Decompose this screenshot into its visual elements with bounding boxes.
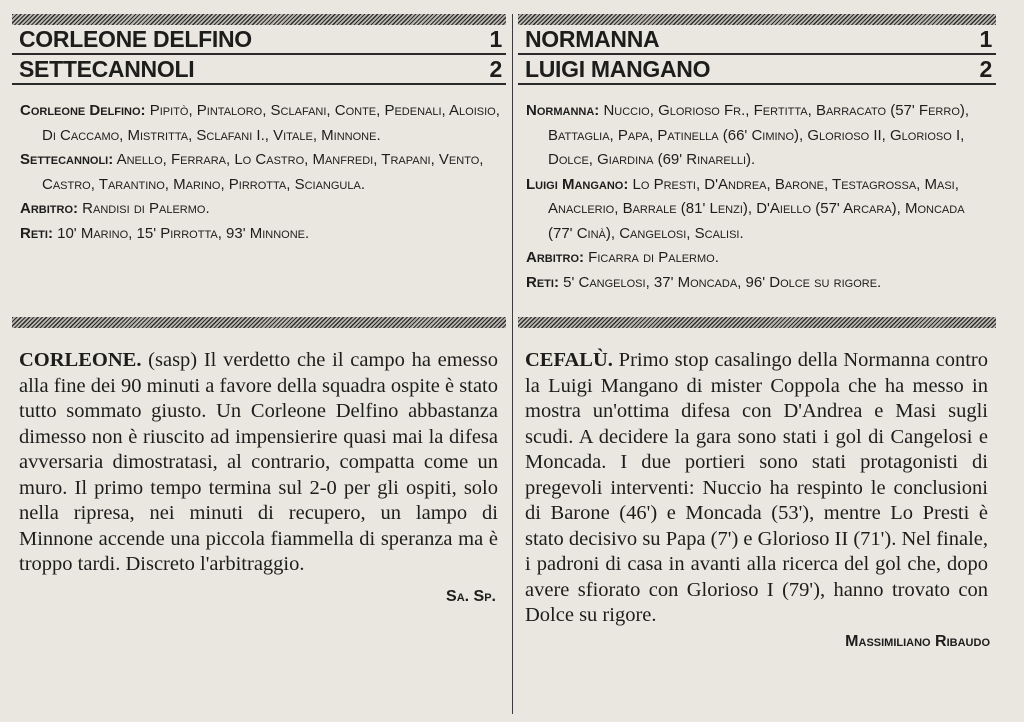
score-rule	[12, 83, 506, 85]
score-rule	[518, 83, 996, 85]
team-row-away	[518, 55, 996, 83]
lineup-away: Settecannoli: Anello, Ferrara, Lo Castro, Manfredi, Trapani, Vento, Castro, Tarantino, Marino, Pirrotta, Sciangula.	[20, 151, 484, 193]
lineup-home: Normanna: Nuccio, Glorioso Fr., Fertitta, Barracato (57' Ferro), Battaglia, Papa, Patinella (66' Cimino), Glorioso II, Glorioso I, Dolce, Giardina (69' Rinarelli).	[526, 102, 970, 168]
match-report-normanna	[518, 14, 996, 651]
article-body	[12, 348, 506, 578]
team-score: 2	[979, 56, 992, 82]
team-row-home	[518, 25, 996, 53]
team-score: 1	[979, 26, 992, 52]
article-kicker: CEFALÙ.	[525, 349, 613, 371]
team-row-away	[12, 55, 506, 83]
team-name: NORMANNA	[525, 26, 660, 52]
goals-line: Reti: 5' Cangelosi, 37' Moncada, 96' Dolce su rigore.	[526, 273, 882, 291]
team-name: CORLEONE DELFINO	[19, 26, 252, 52]
referee-line: Arbitro: Randisi di Palermo.	[20, 200, 210, 217]
article-kicker: CORLEONE.	[19, 349, 142, 371]
lineup-home: Corleone Delfino: Pipitò, Pintaloro, Sclafani, Conte, Pedenali, Aloisio, Di Caccamo, Mistritta, Sclafani I., Vitale, Minnone.	[20, 102, 500, 144]
lineup-away: Luigi Mangano: Lo Presti, D'Andrea, Barone, Testagrossa, Masi, Anaclerio, Barrale (81' Lenzi), D'Aiello (57' Arcara), Moncada (77' Cinà), Cangelosi, Scalisi.	[526, 175, 965, 242]
header-hatch-rule	[518, 14, 996, 25]
story-hatch-rule	[518, 317, 996, 328]
team-score: 2	[489, 56, 502, 82]
story-hatch-rule	[12, 317, 506, 328]
goals-line: Reti: 10' Marino, 15' Pirrotta, 93' Minnone.	[20, 224, 310, 242]
team-score: 1	[489, 26, 502, 52]
team-row-home	[12, 25, 506, 53]
article-text: Primo stop casalingo della Normanna contro la Luigi Mangano di mister Coppola che ha messo in mostra un'ottima difesa con D'Andrea e Masi sugli scudi. A decidere la gara sono stati i gol di Cangelosi e Moncada. I due portieri sono stati protagonisti di pregevoli interventi: Nuccio ha respinto le conclusioni di Barone (46') e Moncada (53'), mentre Lo Presti è stato decisivo su Papa (7') e Glorioso II (71'). Nel finale, i padroni di casa in avanti alla ricerca del gol che, dopo avere sfiorato con Glorioso I (79'), hanno trovato con Dolce su rigore.	[525, 349, 988, 626]
article-body	[518, 348, 996, 629]
team-name: SETTECANNOLI	[19, 56, 195, 82]
lineups-block	[12, 99, 506, 311]
header-hatch-rule	[12, 14, 506, 25]
byline: Sa. Sp.	[446, 587, 496, 605]
byline: Massimiliano Ribaudo	[845, 632, 990, 650]
lineups-block	[518, 99, 996, 311]
column-divider	[512, 14, 513, 714]
article-text: (sasp) Il verdetto che il campo ha emesso alla fine dei 90 minuti a favore della squadra ospite è stato tutto sommato giusto. Un Corleone Delfino abbastanza dimesso non è riuscito ad impensierire quasi mai la difesa avversaria dimostratasi, al contrario, compatta come un muro. Il primo tempo termina sul 2-0 per gli ospiti, solo nella ripresa, nei minuti di recupero, un lampo di Minnone accende una piccola fiammella di speranza ma è troppo tardi. Discreto l'arbitraggio.	[19, 349, 499, 575]
match-report-corleone	[12, 14, 506, 606]
team-name: LUIGI MANGANO	[525, 56, 711, 82]
referee-line: Arbitro: Ficarra di Palermo.	[526, 249, 719, 266]
